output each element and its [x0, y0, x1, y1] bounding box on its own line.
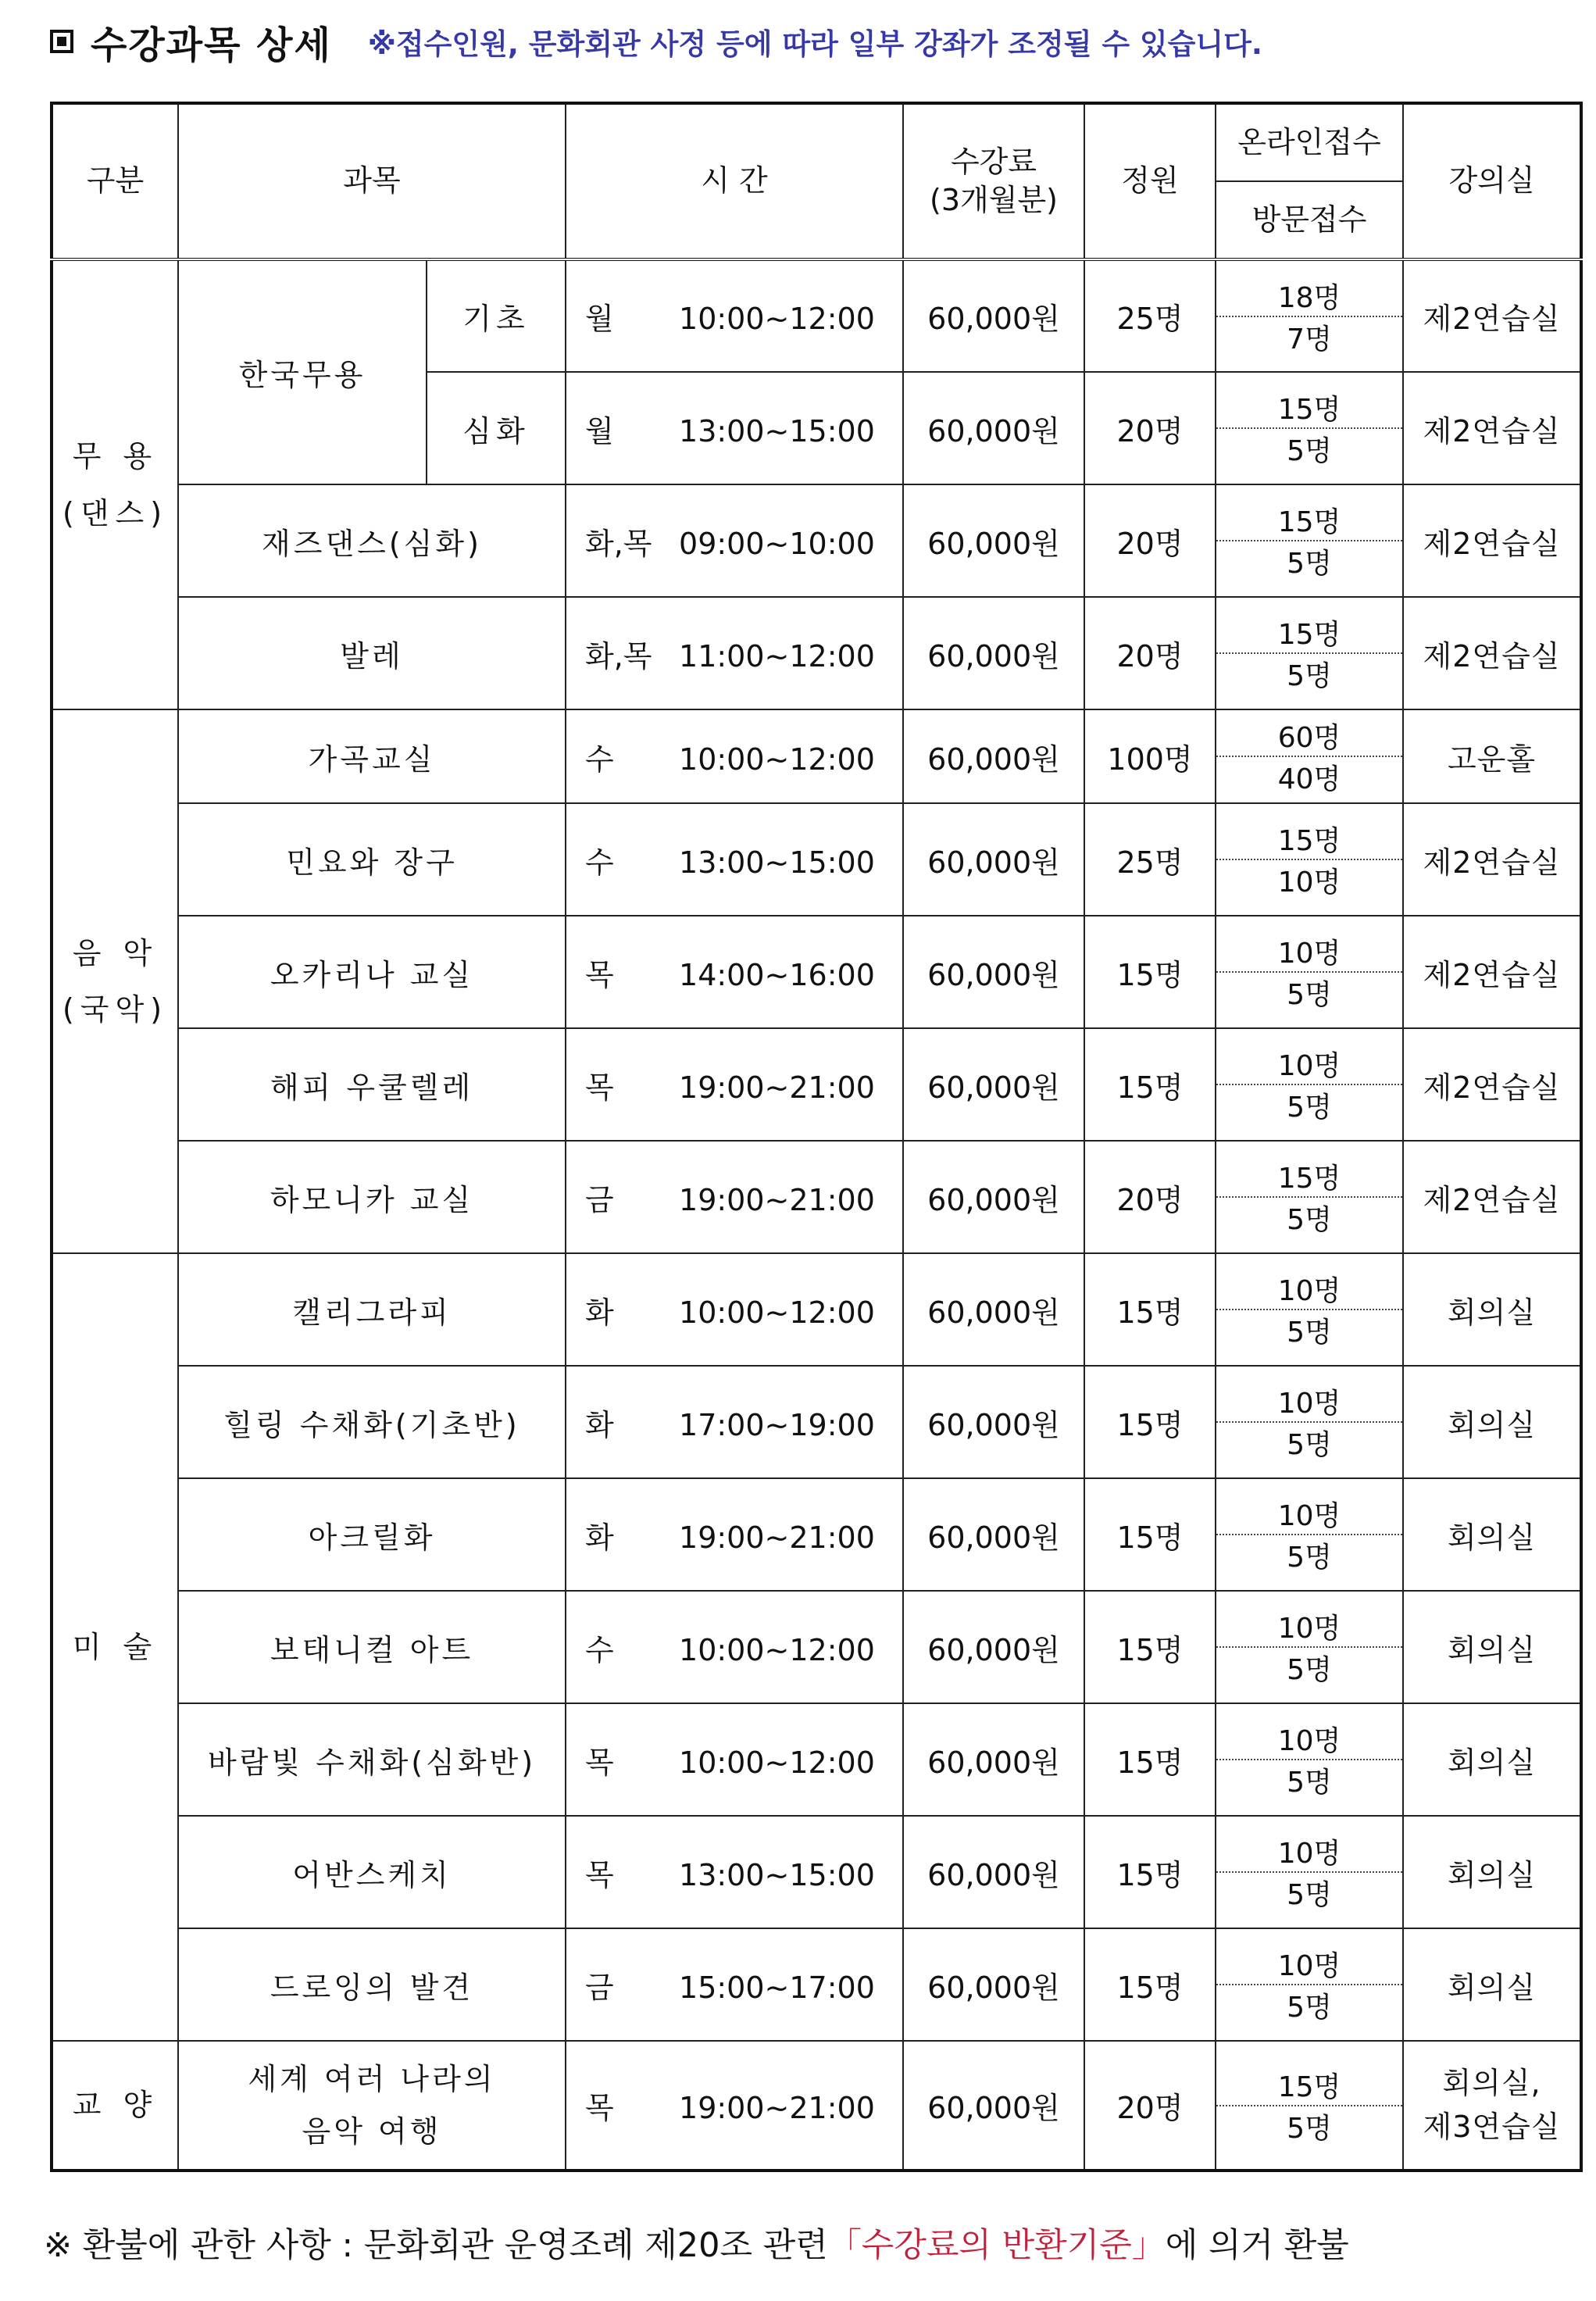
- quota: 10명 5명: [1216, 1591, 1403, 1703]
- room: 회의실: [1403, 1703, 1581, 1816]
- course-name: 드로잉의 발견: [178, 1928, 566, 2041]
- header-room: 강의실: [1403, 103, 1581, 259]
- table-row: [52, 1366, 1581, 1478]
- room: 회의실: [1403, 1478, 1581, 1591]
- header-category: 구분: [52, 103, 178, 259]
- fee: 60,000원: [903, 597, 1084, 709]
- schedule: 화 10:00~12:00: [566, 1253, 903, 1366]
- header-fee: 수강료 (3개월분): [903, 103, 1084, 259]
- schedule: 화,목 11:00~12:00: [566, 597, 903, 709]
- course-table: [50, 102, 1583, 2172]
- capacity: 15명: [1084, 1591, 1216, 1703]
- page-title: 수강과목 상세: [91, 23, 332, 67]
- schedule: 화,목 09:00~10:00: [566, 484, 903, 597]
- fee: 60,000원: [903, 709, 1084, 803]
- course-name: 보태니컬 아트: [178, 1591, 566, 1703]
- fee: 60,000원: [903, 2041, 1084, 2171]
- capacity: 15명: [1084, 1253, 1216, 1366]
- table-row: [52, 1928, 1581, 2041]
- quota: 15명 5명: [1216, 2041, 1403, 2171]
- quota: 15명 5명: [1216, 484, 1403, 597]
- room: 제2연습실: [1403, 372, 1581, 484]
- schedule: 금 19:00~21:00: [566, 1141, 903, 1253]
- course-level: 심화: [427, 372, 566, 484]
- fee: 60,000원: [903, 1591, 1084, 1703]
- refund-standard-highlight: 「수강료의 반환기준」: [827, 2226, 1166, 2265]
- capacity: 15명: [1084, 1478, 1216, 1591]
- room: 제2연습실: [1403, 916, 1581, 1028]
- fee: 60,000원: [903, 372, 1084, 484]
- course-name: 캘리그라피: [178, 1253, 566, 1366]
- quota: 18명 7명: [1216, 259, 1403, 372]
- schedule: 수 13:00~15:00: [566, 803, 903, 916]
- header-capacity: 정원: [1084, 103, 1216, 259]
- refund-notice: ※ 환불에 관한 사항 : 문화회관 운영조례 제20조 관련「수강료의 반환기준」에 의거 환불: [44, 2226, 1349, 2265]
- category-music: 음 악 (국악): [52, 709, 178, 1253]
- fee: 60,000원: [903, 484, 1084, 597]
- quota: 10명 5명: [1216, 916, 1403, 1028]
- room: 제2연습실: [1403, 1028, 1581, 1141]
- course-name: 바람빛 수채화(심화반): [178, 1703, 566, 1816]
- checkbox-square-icon: [50, 30, 73, 53]
- quota: 15명 5명: [1216, 597, 1403, 709]
- table-row: [52, 803, 1581, 916]
- course-name: 한국무용: [178, 259, 427, 484]
- category-art: 미 술: [52, 1253, 178, 2041]
- fee: 60,000원: [903, 1253, 1084, 1366]
- fee: 60,000원: [903, 1141, 1084, 1253]
- quota: 10명 5명: [1216, 1028, 1403, 1141]
- capacity: 15명: [1084, 1816, 1216, 1928]
- fee: 60,000원: [903, 1703, 1084, 1816]
- header-time: 시 간: [566, 103, 903, 259]
- schedule: 목 14:00~16:00: [566, 916, 903, 1028]
- quota: 10명 5명: [1216, 1928, 1403, 2041]
- table-row: [52, 1028, 1581, 1141]
- header-online: 온라인접수: [1216, 103, 1403, 181]
- table-header-row: [52, 103, 1581, 181]
- capacity: 15명: [1084, 1028, 1216, 1141]
- table-row: [52, 1703, 1581, 1816]
- capacity: 15명: [1084, 1366, 1216, 1478]
- category-culture: 교 양: [52, 2041, 178, 2171]
- table-row: [52, 1478, 1581, 1591]
- room: 회의실, 제3연습실: [1403, 2041, 1581, 2171]
- schedule: 월 13:00~15:00: [566, 372, 903, 484]
- category-dance: 무 용 (댄스): [52, 259, 178, 709]
- capacity: 15명: [1084, 1928, 1216, 2041]
- table-row: [52, 597, 1581, 709]
- room: 회의실: [1403, 1928, 1581, 2041]
- course-name: 세계 여러 나라의 음악 여행: [178, 2041, 566, 2171]
- course-name: 아크릴화: [178, 1478, 566, 1591]
- fee: 60,000원: [903, 1928, 1084, 2041]
- fee: 60,000원: [903, 803, 1084, 916]
- capacity: 20명: [1084, 372, 1216, 484]
- room: 제2연습실: [1403, 803, 1581, 916]
- capacity: 20명: [1084, 2041, 1216, 2171]
- quota: 15명 5명: [1216, 1141, 1403, 1253]
- fee: 60,000원: [903, 1366, 1084, 1478]
- quota: 10명 5명: [1216, 1703, 1403, 1816]
- room: 회의실: [1403, 1816, 1581, 1928]
- course-name: 재즈댄스(심화): [178, 484, 566, 597]
- adjustment-notice: ※접수인원, 문화회관 사정 등에 따라 일부 강좌가 조정될 수 있습니다.: [367, 27, 1262, 61]
- table-row: [52, 2041, 1581, 2171]
- quota: 10명 5명: [1216, 1366, 1403, 1478]
- fee: 60,000원: [903, 1028, 1084, 1141]
- schedule: 월 10:00~12:00: [566, 259, 903, 372]
- fee: 60,000원: [903, 1816, 1084, 1928]
- schedule: 수 10:00~12:00: [566, 709, 903, 803]
- schedule: 화 17:00~19:00: [566, 1366, 903, 1478]
- fee: 60,000원: [903, 1478, 1084, 1591]
- schedule: 목 19:00~21:00: [566, 1028, 903, 1141]
- table-row: [52, 1816, 1581, 1928]
- room: 고운홀: [1403, 709, 1581, 803]
- table-row: [52, 484, 1581, 597]
- schedule: 수 10:00~12:00: [566, 1591, 903, 1703]
- schedule: 금 15:00~17:00: [566, 1928, 903, 2041]
- room: 회의실: [1403, 1366, 1581, 1478]
- course-name: 힐링 수채화(기초반): [178, 1366, 566, 1478]
- course-name: 가곡교실: [178, 709, 566, 803]
- course-name: 어반스케치: [178, 1816, 566, 1928]
- section-header: [50, 14, 1262, 69]
- course-level: 기초: [427, 259, 566, 372]
- course-name: 하모니카 교실: [178, 1141, 566, 1253]
- course-name: 해피 우쿨렐레: [178, 1028, 566, 1141]
- quota: 10명 5명: [1216, 1478, 1403, 1591]
- capacity: 25명: [1084, 259, 1216, 372]
- capacity: 15명: [1084, 916, 1216, 1028]
- table-row: [52, 709, 1581, 803]
- quota: 15명 5명: [1216, 372, 1403, 484]
- capacity: 20명: [1084, 1141, 1216, 1253]
- room: 회의실: [1403, 1591, 1581, 1703]
- room: 제2연습실: [1403, 1141, 1581, 1253]
- quota: 60명 40명: [1216, 709, 1403, 803]
- room: 제2연습실: [1403, 597, 1581, 709]
- schedule: 화 19:00~21:00: [566, 1478, 903, 1591]
- capacity: 15명: [1084, 1703, 1216, 1816]
- capacity: 100명: [1084, 709, 1216, 803]
- room: 회의실: [1403, 1253, 1581, 1366]
- schedule: 목 19:00~21:00: [566, 2041, 903, 2171]
- table-row: [52, 259, 1581, 372]
- capacity: 20명: [1084, 597, 1216, 709]
- room: 제2연습실: [1403, 484, 1581, 597]
- capacity: 20명: [1084, 484, 1216, 597]
- course-name: 오카리나 교실: [178, 916, 566, 1028]
- fee: 60,000원: [903, 916, 1084, 1028]
- table-row: [52, 916, 1581, 1028]
- table-row: [52, 1591, 1581, 1703]
- quota: 15명 10명: [1216, 803, 1403, 916]
- room: 제2연습실: [1403, 259, 1581, 372]
- header-visit: 방문접수: [1216, 181, 1403, 259]
- schedule: 목 10:00~12:00: [566, 1703, 903, 1816]
- header-subject: 과목: [178, 103, 566, 259]
- fee: 60,000원: [903, 259, 1084, 372]
- table-row: [52, 1141, 1581, 1253]
- course-name: 민요와 장구: [178, 803, 566, 916]
- capacity: 25명: [1084, 803, 1216, 916]
- table-row: [52, 1253, 1581, 1366]
- quota: 10명 5명: [1216, 1253, 1403, 1366]
- course-name: 발레: [178, 597, 566, 709]
- schedule: 목 13:00~15:00: [566, 1816, 903, 1928]
- quota: 10명 5명: [1216, 1816, 1403, 1928]
